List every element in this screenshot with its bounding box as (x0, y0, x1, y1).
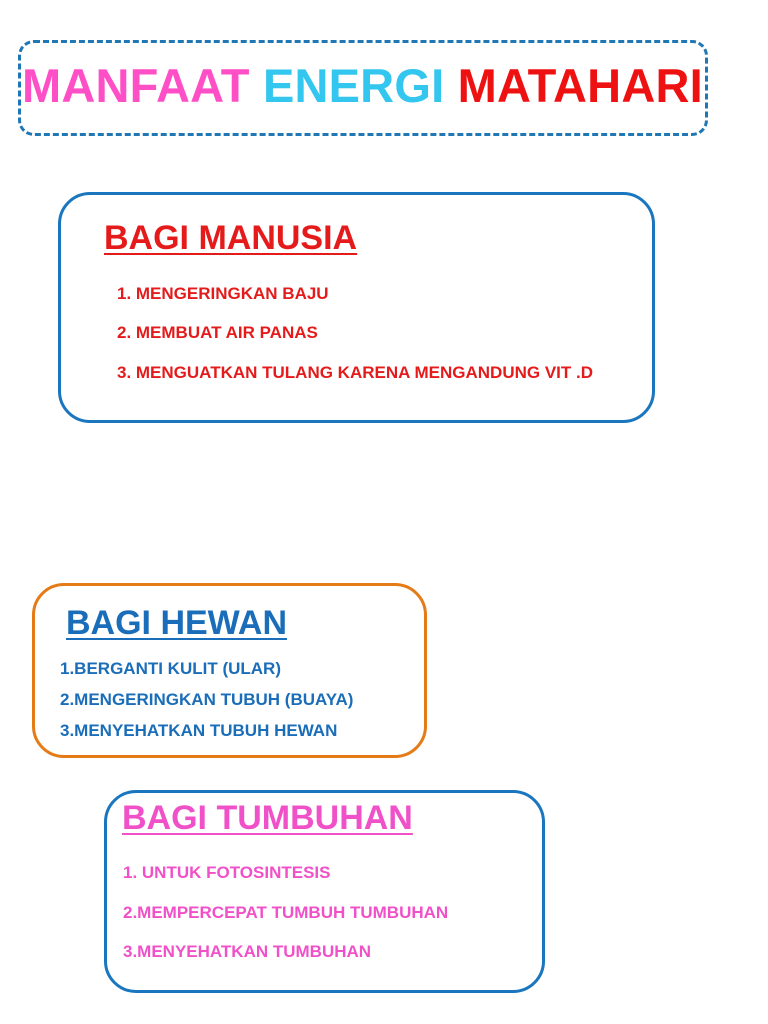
heading-hewan: BAGI HEWAN (66, 604, 287, 642)
list-item-hewan-1: 1.BERGANTI KULIT (ULAR) (60, 659, 281, 678)
page-title (22, 58, 703, 114)
list-item-tumbuhan-2: 2.MEMPERCEPAT TUMBUH TUMBUHAN (123, 903, 449, 922)
list-item-hewan-3: 3.MENYEHATKAN TUBUH HEWAN (60, 721, 338, 740)
list-item-manusia-2: 2. MEMBUAT AIR PANAS (117, 323, 318, 342)
list-item-hewan-2: 2.MENGERINGKAN TUBUH (BUAYA) (60, 690, 354, 709)
heading-tumbuhan: BAGI TUMBUHAN (122, 799, 413, 837)
list-item-tumbuhan-1: 1. UNTUK FOTOSINTESIS (123, 863, 331, 882)
title-word-matahari: MATAHARI (457, 59, 703, 112)
list-item-manusia-1: 1. MENGERINGKAN BAJU (117, 284, 329, 303)
title-word-energi: ENERGI (262, 59, 445, 112)
heading-manusia: BAGI MANUSIA (104, 219, 358, 257)
list-item-tumbuhan-3: 3.MENYEHATKAN TUMBUHAN (123, 942, 372, 961)
title-word-manfaat: MANFAAT (22, 59, 250, 112)
list-item-manusia-3: 3. MENGUATKAN TULANG KARENA MENGANDUNG VIT .D (117, 363, 593, 382)
